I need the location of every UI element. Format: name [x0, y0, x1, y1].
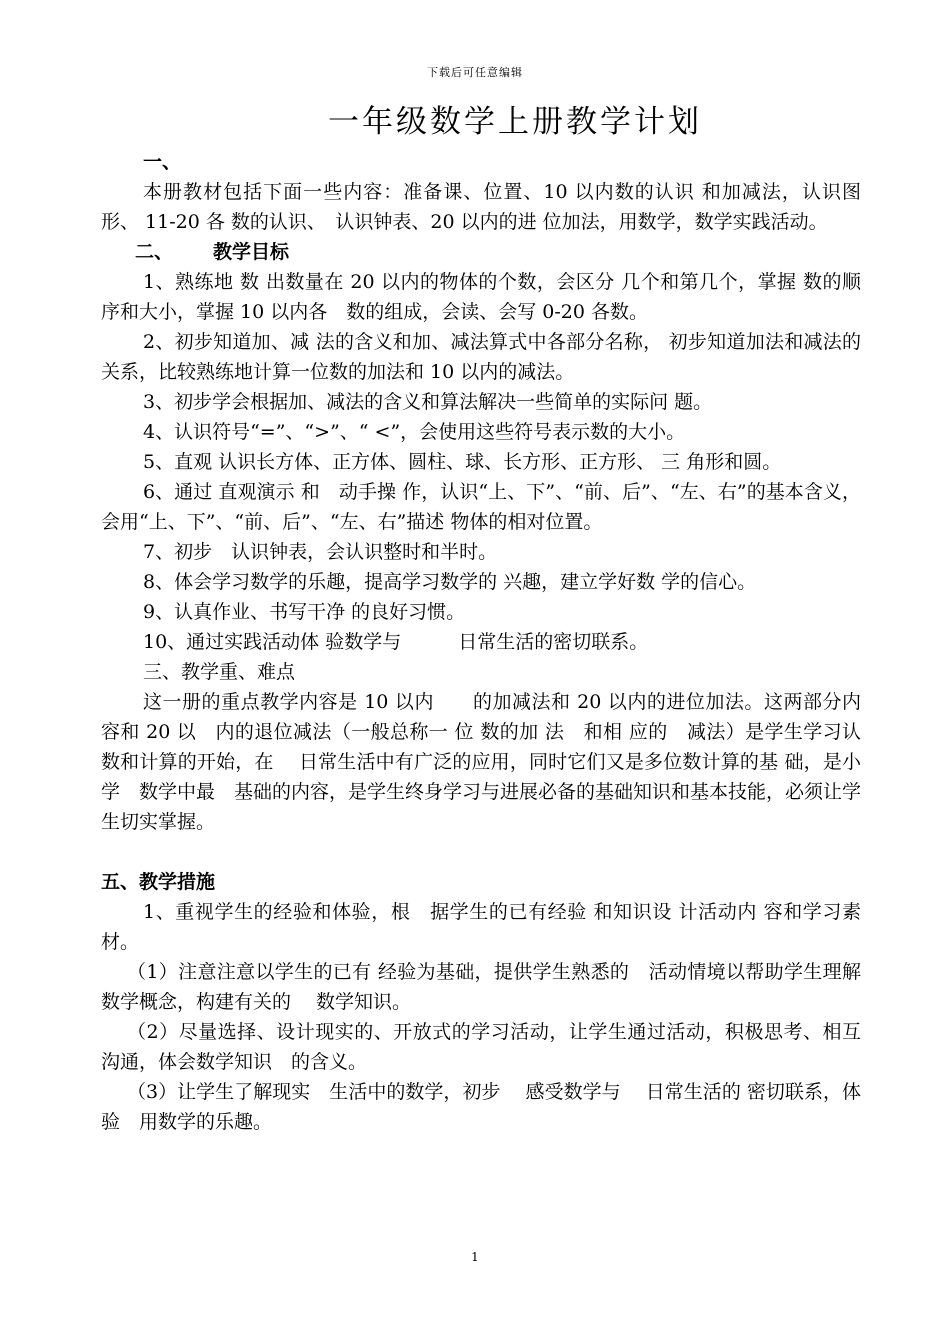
section-2-number: 二、 — [135, 241, 174, 263]
goal-item: 10、通过实践活动体 验数学与 日常生活的密切联系。 — [143, 631, 649, 653]
goal-item: 5、直观 认识长方体、正方体、圆柱、球、长方形、正方形、 三 角形和圆。 — [143, 451, 782, 473]
goal-item: 9、认真作业、书写干净 的良好习惯。 — [143, 601, 466, 623]
section-2-heading — [101, 237, 861, 267]
blank-line — [101, 837, 861, 867]
goal-item: 2、初步知道加、减 法的含义和加、减法算式中各部分名称， 初步知道加法和减法的关系，比较熟练地计算一位数的加法和 10 以内的减法。 — [101, 331, 861, 383]
section-5-heading: 五、教学措施 — [101, 871, 216, 893]
measure-item: （1）注意注意以学生的已有 经验为基础，提供学生熟悉的 活动情境以帮助学生理解数学概念，构建有关的 数学知识。 — [101, 961, 861, 1013]
goal-item: 7、初步 认识钟表，会认识整时和半时。 — [143, 541, 498, 563]
section-3-heading: 三、教学重、难点 — [143, 661, 296, 683]
goal-item: 4、认识符号“=”、“>”、“ <”，会使用这些符号表示数的大小。 — [143, 421, 686, 443]
measure-item: （2）尽量选择、设计现实的、开放式的学习活动，让学生通过活动，积极思考、相互沟通，体会数学知识 的含义。 — [101, 1021, 861, 1073]
section-1-heading: 一、 — [143, 151, 182, 173]
section-5-intro: 1、重视学生的经验和体验，根 据学生的已有经验 和知识设 计活动内 容和学习素材。 — [101, 901, 861, 953]
section-1-body: 本册教材包括下面一些内容：准备课、位置、10 以内数的认识 和加减法，认识图形、 11-20 各 数的认识、 认识钟表、20 以内的进 位加法，用数学，数学实践活动。 — [101, 181, 861, 233]
section-3-body: 这一册的重点教学内容是 10 以内 的加减法和 20 以内的进位加法。这两部分内容和 20 以 内的退位减法（一般总称一 位 数的加 法 和相 应的 减法）是学生学习认数和计算的开始，在 日常生活中有广泛的应用，同时它们又是多位数计算的基 础，是小学 数学中最 基础的内容，是学生终身学习与进展必备的基础知识和基本技能，必须让学生切实掌握。 — [101, 691, 862, 833]
page-number: 1 — [471, 1250, 479, 1264]
goal-item: 1、熟练地 数 出数量在 20 以内的物体的个数，会区分 几个和第几个，掌握 数的顺序和大小，掌握 10 以内各 数的组成，会读、会写 0-20 各数。 — [101, 271, 861, 323]
section-2-title: 教学目标 — [213, 241, 290, 263]
page-header-note: 下载后可任意编辑 — [427, 66, 523, 79]
document-title: 一年级数学上册教学计划 — [328, 104, 702, 140]
goal-item: 8、体会学习数学的乐趣，提高学习数学的 兴趣，建立学好数 学的信心。 — [143, 571, 757, 593]
document-body — [101, 147, 861, 1137]
goal-item: 6、通过 直观演示 和 动手操 作，认识“上、下”、“前、后”、“左、右”的基本含义，会用“上、下”、“前、后”、“左、右”描述 物体的相对位置。 — [101, 481, 861, 533]
goal-item: 3、初步学会根据加、减法的含义和算法解决一些简单的实际问 题。 — [143, 391, 713, 413]
measure-item: （3）让学生了解现实 生活中的数学，初步 感受数学与 日常生活的 密切联系，体验 用数学的乐趣。 — [101, 1081, 861, 1133]
